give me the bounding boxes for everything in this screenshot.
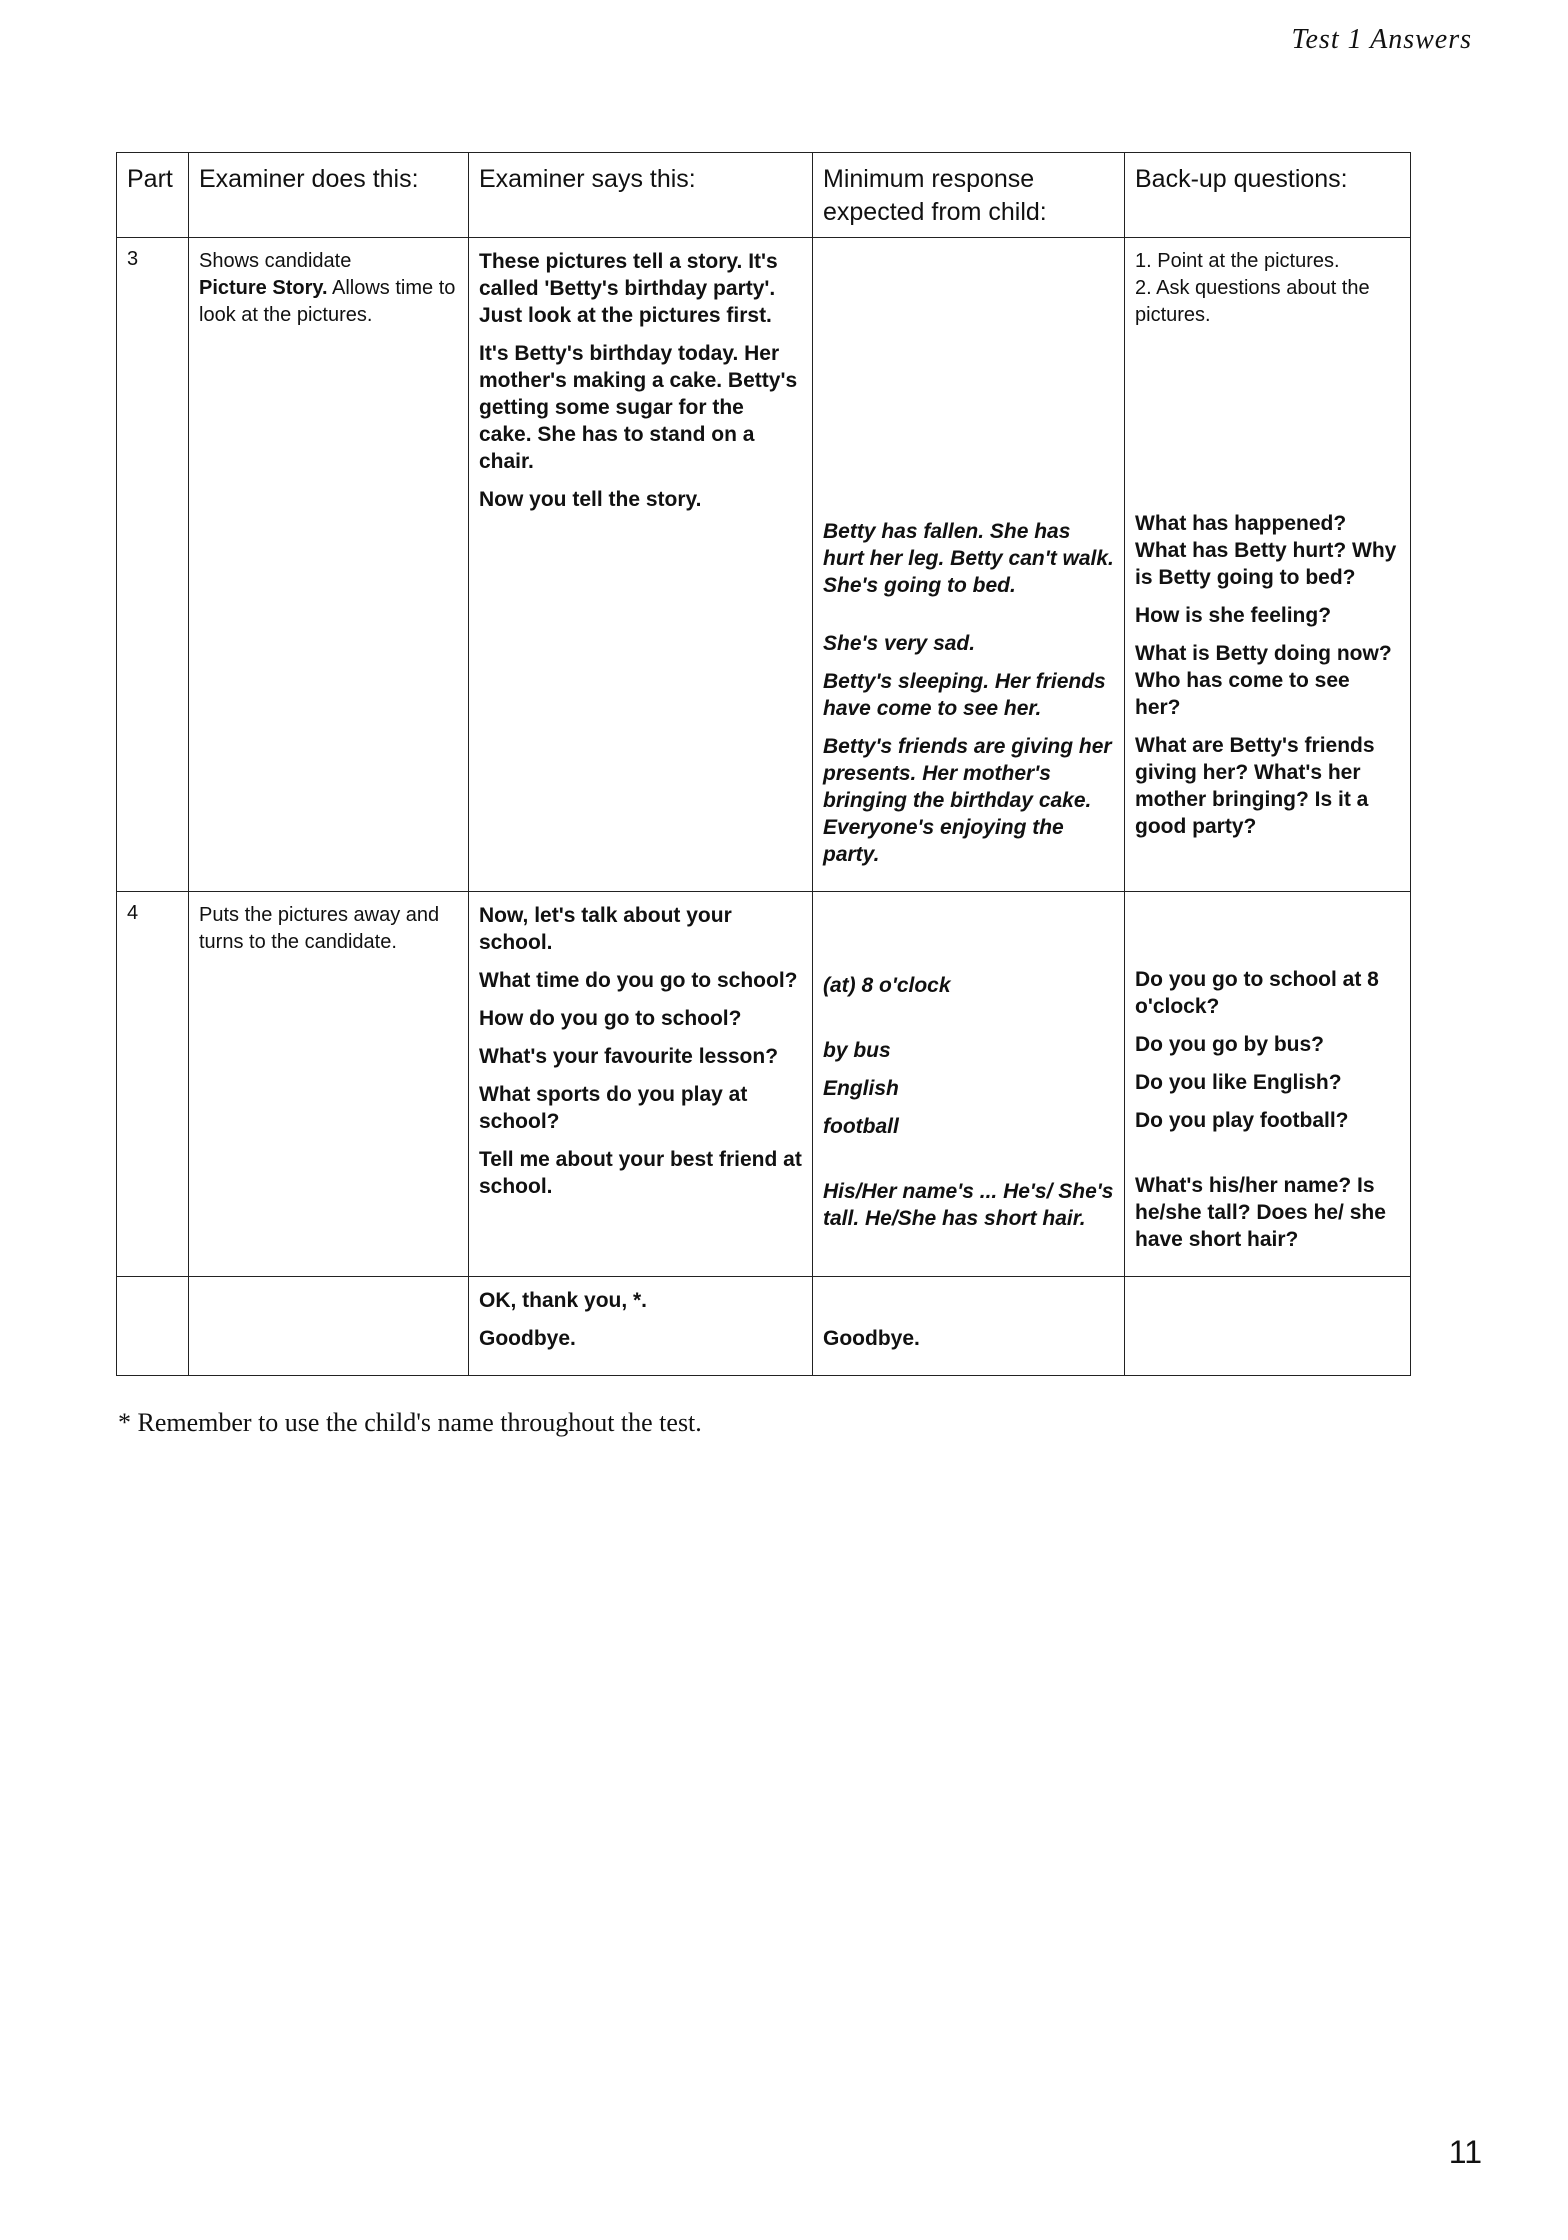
examiner-does-text: Shows candidate — [199, 250, 352, 272]
examiner-says-text: What sports do you play at school? — [479, 1083, 748, 1133]
examiner-does-text: Allows time to look at the pictures. — [199, 277, 456, 326]
table-row-part-4 — [117, 892, 1411, 1277]
examiner-says-text: What time do you go to school? — [479, 969, 798, 992]
backup-question-text: Do you like English? — [1135, 1071, 1342, 1094]
empty-cell — [1125, 1277, 1411, 1376]
minimum-response-text: by bus — [823, 1039, 891, 1062]
table-header-row — [117, 153, 1411, 238]
backup-question-text: Do you go by bus? — [1135, 1033, 1324, 1056]
minimum-response-text: (at) 8 o'clock — [823, 974, 951, 997]
examiner-says-text: These pictures tell a story. It's called 'Betty's birthday party'. Just look at the pictures first. — [479, 250, 778, 327]
minimum-response-text: Betty has fallen. She has hurt her leg. Betty can't walk. She's going to bed. — [823, 520, 1114, 597]
minimum-response-text: football — [823, 1115, 899, 1138]
backup-question-text: What is Betty doing now? Who has come to see her? — [1135, 642, 1392, 719]
examiner-says-text: OK, thank you, *. — [479, 1289, 648, 1312]
minimum-response-cell — [813, 1277, 1125, 1376]
examiner-says-text: Now you tell the story. — [479, 488, 702, 511]
examiner-says-text: Goodbye. — [479, 1327, 576, 1350]
column-header-part: Part — [117, 153, 189, 238]
empty-cell — [117, 1277, 189, 1376]
minimum-response-text: His/Her name's ... He's/ She's tall. He/She has short hair. — [823, 1180, 1114, 1230]
backup-question-text: 2. Ask questions about the pictures. — [1135, 277, 1370, 326]
examiner-does-text: Puts the pictures away and turns to the candidate. — [199, 904, 440, 953]
part-number: 3 — [117, 238, 189, 892]
footnote: * Remember to use the child's name throughout the test. — [118, 1408, 702, 1437]
examiner-says-cell — [469, 892, 813, 1277]
column-header-examiner-says: Examiner says this: — [469, 153, 813, 238]
backup-question-text: Do you go to school at 8 o'clock? — [1135, 968, 1379, 1018]
examiner-says-text: What's your favourite lesson? — [479, 1045, 779, 1068]
examiner-says-text: Tell me about your best friend at school. — [479, 1148, 802, 1198]
examiner-says-cell — [469, 238, 813, 892]
part-number: 4 — [117, 892, 189, 1277]
backup-questions-cell — [1125, 238, 1411, 892]
examiner-does-cell — [189, 238, 469, 892]
answers-table — [116, 152, 1411, 1376]
minimum-response-cell — [813, 238, 1125, 892]
column-header-examiner-does: Examiner does this: — [189, 153, 469, 238]
examiner-does-cell — [189, 892, 469, 1277]
table-row-closing — [117, 1277, 1411, 1376]
backup-question-text: What are Betty's friends giving her? What's her mother bringing? Is it a good party? — [1135, 734, 1375, 838]
examiner-does-bold: Picture Story. — [199, 277, 328, 299]
minimum-response-cell — [813, 892, 1125, 1277]
backup-question-text: 1. Point at the pictures. — [1135, 250, 1340, 272]
page-number: 11 — [1448, 2134, 1482, 2170]
examiner-says-text: Now, let's talk about your school. — [479, 904, 732, 954]
minimum-response-text: Betty's sleeping. Her friends have come to see her. — [823, 670, 1106, 720]
table-row-part-3 — [117, 238, 1411, 892]
minimum-response-text: Betty's friends are giving her presents. Her mother's bringing the birthday cake. Everyone's enjoying the party. — [823, 735, 1112, 866]
minimum-response-text: Goodbye. — [823, 1327, 920, 1350]
backup-question-text: What has happened? What has Betty hurt? Why is Betty going to bed? — [1135, 512, 1397, 589]
backup-question-text: Do you play football? — [1135, 1109, 1349, 1132]
backup-question-text: How is she feeling? — [1135, 604, 1332, 627]
column-header-backup-questions: Back-up questions: — [1125, 153, 1411, 238]
backup-question-text: What's his/her name? Is he/she tall? Does he/ she have short hair? — [1135, 1174, 1386, 1251]
examiner-says-text: It's Betty's birthday today. Her mother's making a cake. Betty's getting some sugar for the cake. She has to stand on a chair. — [479, 342, 798, 473]
backup-questions-cell — [1125, 892, 1411, 1277]
examiner-says-cell — [469, 1277, 813, 1376]
minimum-response-text: English — [823, 1077, 899, 1100]
running-head: Test 1 Answers — [1291, 24, 1472, 55]
minimum-response-text: She's very sad. — [823, 632, 976, 655]
column-header-minimum-response: Minimum response expected from child: — [813, 153, 1125, 238]
examiner-says-text: How do you go to school? — [479, 1007, 742, 1030]
empty-cell — [189, 1277, 469, 1376]
